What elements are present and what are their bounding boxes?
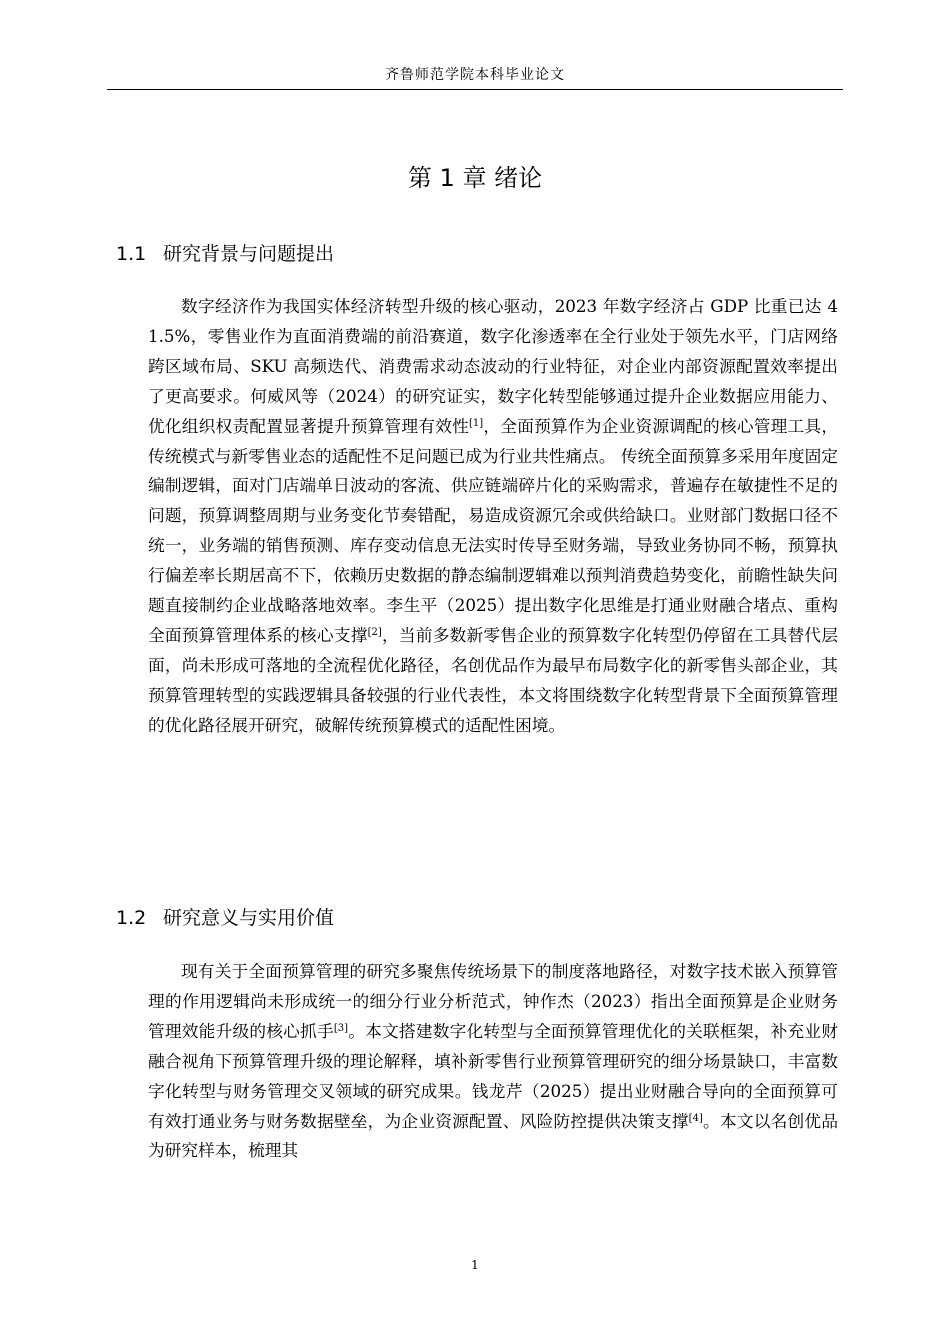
paragraph-text: 。本文以名创优品为研究样本，梳理其 [148, 1110, 839, 1161]
section-number: 1.1 [116, 243, 147, 265]
section-heading-1-2 [116, 903, 334, 930]
header-rule [107, 89, 843, 90]
chapter-title: 第 1 章 绪论 [407, 164, 543, 192]
paragraph-text: 现有关于全面预算管理的研究多聚焦传统场景下的制度落地路径，对数字技术嵌入预算管理的作用逻辑尚未形成统一的细分行业分析范式，钟作杰（2023）指出全面预算是企业财务管理效能升级的核心抓手 [148, 961, 838, 1041]
paragraph-text: 数字经济作为我国实体经济转型升级的核心驱动，2023 年数字经济占 GDP 比重已达 41.5%，零售业作为直面消费端的前沿赛道，数字化渗透率在全行业处于领先水平，门店网络跨区域布局、SKU 高频迭代、消费需求动态波动的行业特征，对企业内部资源配置效率提出了更高要求。何威风等（2024）的研究证实，数字化转型能够通过提升企业数据应用能力、优化组织权责配置显著提升预算管理有效性 [148, 296, 838, 436]
paragraph-1-2 [148, 957, 838, 1166]
paragraph-text: 。本文搭建数字化转型与全面预算管理优化的关联框架，补充业财融合视角下预算管理升级的理论解释，填补新零售行业预算管理研究的细分场景缺口，丰富数字化转型与财务管理交叉领域的研究成果。钱龙芹（2025）提出业财融合导向的全面预算可有效打通业务与财务数据壁垒，为企业资源配置、风险防控提供决策支撑 [148, 1020, 839, 1131]
paragraph-1-1 [148, 292, 838, 741]
citation-ref: [3] [333, 1022, 349, 1034]
section-heading-1-1 [116, 239, 334, 266]
page-number: 1 [471, 1258, 479, 1272]
section-title: 研究背景与问题提出 [163, 243, 335, 265]
paragraph-text: ，当前多数新零售企业的预算数字化转型仍停留在工具替代层面，尚未形成可落地的全流程优化路径，名创优品作为最早布局数字化的新零售头部企业，其预算管理转型的实践逻辑具备较强的行业代表性，本文将围绕数字化转型背景下全面预算管理的优化路径展开研究，破解传统预算模式的适配性困境。 [148, 624, 839, 735]
citation-ref: [4] [688, 1112, 703, 1124]
section-number: 1.2 [116, 907, 147, 929]
section-title: 研究意义与实用价值 [163, 907, 335, 929]
running-header: 齐鲁师范学院本科毕业论文 [385, 67, 565, 83]
citation-ref: [1] [469, 417, 484, 429]
citation-ref: [2] [367, 626, 382, 638]
paragraph-text: ，全面预算作为企业资源调配的核心管理工具，传统模式与新零售业态的适配性不足问题已成为行业共性痛点。 传统全面预算多采用年度固定编制逻辑，面对门店端单日波动的客流、供应链端碎片化的采购需求，普遍存在敏捷性不足的问题，预算调整周期与业务变化节奏错配，易造成资源冗余或供给缺口。业财部门数据口径不统一，业务端的销售预测、库存变动信息无法实时传导至财务端，导致业务协同不畅，预算执行偏差率长期居高不下，依赖历史数据的静态编制逻辑难以预判消费趋势变化，前瞻性缺失问题直接制约企业战略落地效率。李生平（2025）提出数字化思维是打通业财融合堵点、重构全面预算管理体系的核心支撑 [148, 415, 839, 645]
